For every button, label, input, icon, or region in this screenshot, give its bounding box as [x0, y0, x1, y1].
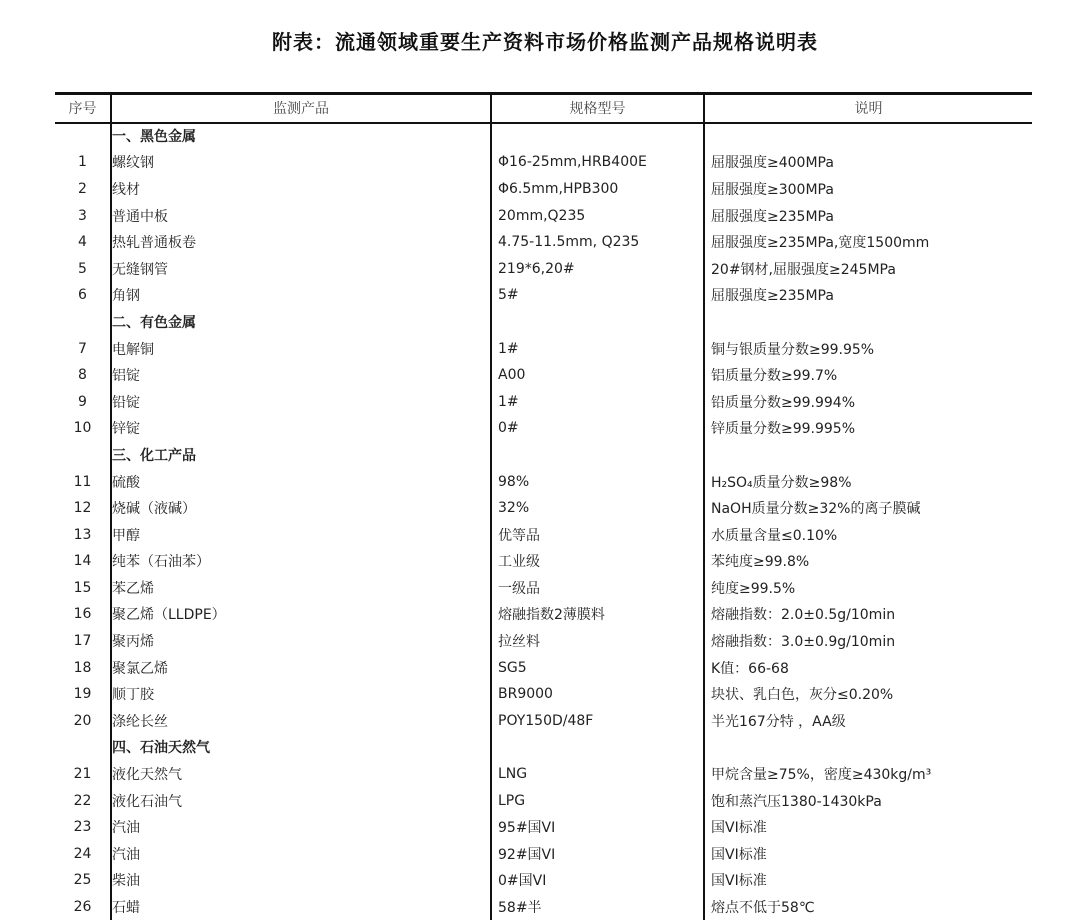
description-cell: [704, 654, 1032, 681]
seq-cell-text: 21: [73, 766, 92, 783]
table-header-row: [55, 94, 1032, 123]
spec-cell: [491, 601, 704, 628]
product-cell: [111, 255, 491, 282]
product-cell-text: 锌锭: [112, 421, 140, 438]
table-row: [55, 468, 1032, 495]
product-cell-text: 聚乙烯（LLDPE）: [112, 607, 226, 624]
header-product: 监测产品: [111, 94, 491, 123]
spec-cell: [491, 415, 704, 442]
category-cell-text: 四、石油天然气: [112, 740, 210, 757]
description-cell: [704, 415, 1032, 442]
document-title: 附表：流通领域重要生产资料市场价格监测产品规格说明表: [272, 30, 818, 54]
product-cell: [111, 548, 491, 575]
seq-cell: [55, 388, 111, 415]
seq-cell: [55, 521, 111, 548]
spec-cell: [491, 548, 704, 575]
description-cell-text: 屈服强度≥235MPa: [711, 288, 834, 305]
seq-cell: [55, 123, 111, 150]
seq-cell-text: 20: [73, 712, 92, 729]
spec-cell-text: 0#: [498, 420, 519, 437]
table-row: [55, 654, 1032, 681]
spec-cell: [491, 841, 704, 868]
spec-cell-text: 4.75-11.5mm, Q235: [498, 234, 640, 251]
category-cell-text: 一、黑色金属: [112, 129, 196, 146]
product-cell: [111, 176, 491, 203]
spec-cell: [491, 761, 704, 788]
description-cell-text: 熔融指数：3.0±0.9g/10min: [711, 634, 896, 651]
description-cell: [704, 894, 1032, 921]
description-cell-text: 铜与银质量分数≥99.95%: [711, 341, 875, 358]
seq-cell: [55, 442, 111, 469]
spec-cell: [491, 521, 704, 548]
seq-cell-text: 15: [73, 579, 92, 596]
table-row: [55, 388, 1032, 415]
description-cell: [704, 681, 1032, 708]
header-spec: 规格型号: [491, 94, 704, 123]
spec-cell-text: 一级品: [498, 580, 540, 597]
product-cell: [111, 149, 491, 176]
product-cell-text: 柴油: [112, 873, 140, 890]
category-row: [55, 442, 1032, 469]
seq-cell: [55, 202, 111, 229]
seq-cell: [55, 309, 111, 336]
seq-cell-text: 11: [73, 473, 92, 490]
product-cell: [111, 654, 491, 681]
spec-cell: [491, 123, 704, 150]
spec-cell-text: POY150D/48F: [498, 712, 594, 729]
seq-cell-text: 7: [78, 340, 87, 357]
description-cell: [704, 202, 1032, 229]
category-cell: [111, 442, 491, 469]
description-cell-text: 甲烷含量≥75%，密度≥430kg/m³: [711, 767, 932, 784]
spec-cell-text: Φ16-25mm,HRB400E: [498, 154, 647, 171]
spec-cell-text: 5#: [498, 287, 519, 304]
seq-cell: [55, 176, 111, 203]
seq-cell-text: 6: [78, 287, 87, 304]
description-cell: [704, 309, 1032, 336]
description-cell-text: 20#钢材,屈服强度≥245MPa: [711, 261, 896, 278]
spec-cell: [491, 867, 704, 894]
spec-cell: [491, 388, 704, 415]
product-cell: [111, 575, 491, 602]
spec-cell-text: 优等品: [498, 527, 540, 544]
description-cell-text: 铅质量分数≥99.994%: [711, 394, 856, 411]
spec-cell: [491, 575, 704, 602]
category-cell: [111, 123, 491, 150]
spec-cell-text: 1#: [498, 340, 519, 357]
product-cell-text: 汽油: [112, 846, 140, 863]
spec-cell-text: LPG: [498, 792, 526, 809]
description-cell-text: 屈服强度≥300MPa: [711, 181, 834, 198]
table-row: [55, 149, 1032, 176]
seq-cell: [55, 761, 111, 788]
spec-cell: [491, 442, 704, 469]
seq-cell-text: 1: [78, 154, 87, 171]
table-body: [55, 123, 1032, 921]
description-cell: [704, 335, 1032, 362]
product-cell-text: 顺丁胶: [112, 687, 154, 704]
description-cell: [704, 255, 1032, 282]
product-cell-text: 热轧普通板卷: [112, 235, 196, 252]
seq-cell: [55, 335, 111, 362]
seq-cell: [55, 654, 111, 681]
description-cell-text: 国VI标准: [711, 846, 767, 863]
product-cell-text: 铅锭: [112, 394, 140, 411]
spec-cell: [491, 681, 704, 708]
product-cell: [111, 282, 491, 309]
table-row: [55, 841, 1032, 868]
seq-cell-text: 12: [73, 500, 92, 517]
seq-cell-text: 19: [73, 686, 92, 703]
category-row: [55, 123, 1032, 150]
table-row: [55, 681, 1032, 708]
description-cell-text: 锌质量分数≥99.995%: [711, 421, 856, 438]
seq-cell-text: 26: [73, 899, 92, 916]
spec-cell-text: 219*6,20#: [498, 260, 575, 277]
product-cell-text: 石蜡: [112, 900, 140, 917]
table-row: [55, 761, 1032, 788]
product-cell-text: 涤纶长丝: [112, 713, 168, 730]
description-cell-text: 熔融指数：2.0±0.5g/10min: [711, 607, 896, 624]
header-seq: 序号: [68, 101, 97, 118]
table-row: [55, 335, 1032, 362]
product-cell-text: 液化天然气: [112, 767, 182, 784]
seq-cell: [55, 255, 111, 282]
spec-table: [55, 92, 1032, 920]
description-cell-text: 屈服强度≥235MPa: [711, 208, 834, 225]
table-row: [55, 601, 1032, 628]
seq-cell: [55, 734, 111, 761]
description-cell: [704, 362, 1032, 389]
seq-cell-text: 5: [78, 260, 87, 277]
description-cell: [704, 149, 1032, 176]
spec-cell: [491, 202, 704, 229]
spec-cell-text: LNG: [498, 766, 528, 783]
product-cell-text: 苯乙烯: [112, 580, 154, 597]
product-cell-text: 无缝钢管: [112, 261, 168, 278]
product-cell: [111, 335, 491, 362]
spec-cell-text: 工业级: [498, 554, 540, 571]
description-cell: [704, 575, 1032, 602]
description-cell: [704, 495, 1032, 522]
spec-cell-text: SG5: [498, 659, 527, 676]
product-cell: [111, 814, 491, 841]
table-row: [55, 708, 1032, 735]
spec-cell-text: 0#国VI: [498, 873, 547, 890]
product-cell: [111, 787, 491, 814]
product-cell-text: 普通中板: [112, 208, 168, 225]
product-cell-text: 纯苯（石油苯）: [112, 554, 210, 571]
table-row: [55, 814, 1032, 841]
seq-cell: [55, 894, 111, 921]
description-cell-text: 半光167分特 ，AA级: [711, 713, 846, 730]
product-cell-text: 烧碱（液碱）: [112, 501, 196, 518]
spec-cell: [491, 176, 704, 203]
product-cell-text: 汽油: [112, 820, 140, 837]
spec-cell-text: A00: [498, 367, 526, 384]
description-cell: [704, 601, 1032, 628]
header-description: 说明: [704, 94, 1032, 123]
seq-cell-text: 9: [78, 393, 87, 410]
seq-cell: [55, 149, 111, 176]
product-cell: [111, 681, 491, 708]
product-cell: [111, 894, 491, 921]
seq-cell-text: 4: [78, 234, 87, 251]
product-cell: [111, 521, 491, 548]
description-cell-text: 国VI标准: [711, 820, 767, 837]
product-cell: [111, 468, 491, 495]
spec-cell: [491, 255, 704, 282]
seq-cell: [55, 282, 111, 309]
product-cell-text: 硫酸: [112, 474, 140, 491]
description-cell-text: K值：66-68: [711, 660, 789, 677]
description-cell: [704, 176, 1032, 203]
spec-cell: [491, 708, 704, 735]
product-cell-text: 螺纹钢: [112, 155, 154, 172]
seq-cell: [55, 628, 111, 655]
seq-cell: [55, 708, 111, 735]
seq-cell-text: 25: [73, 872, 92, 889]
seq-cell: [55, 841, 111, 868]
spec-cell: [491, 654, 704, 681]
spec-cell-text: 58#半: [498, 900, 542, 917]
seq-cell-text: 13: [73, 526, 92, 543]
table-row: [55, 787, 1032, 814]
product-cell: [111, 628, 491, 655]
spec-cell: [491, 309, 704, 336]
spec-cell-text: 92#国VI: [498, 846, 556, 863]
description-cell: [704, 548, 1032, 575]
spec-cell: [491, 362, 704, 389]
table-row: [55, 415, 1032, 442]
seq-cell-text: 14: [73, 553, 92, 570]
seq-cell: [55, 495, 111, 522]
spec-cell: [491, 814, 704, 841]
product-cell: [111, 415, 491, 442]
description-cell: [704, 282, 1032, 309]
category-cell: [111, 309, 491, 336]
table-row: [55, 521, 1032, 548]
description-cell: [704, 841, 1032, 868]
category-cell-text: 二、有色金属: [112, 314, 196, 331]
product-cell-text: 聚氯乙烯: [112, 660, 168, 677]
spec-cell: [491, 787, 704, 814]
seq-cell: [55, 468, 111, 495]
spec-cell-text: 98%: [498, 473, 530, 490]
description-cell: [704, 468, 1032, 495]
description-cell-text: 苯纯度≥99.8%: [711, 554, 810, 571]
description-cell-text: H₂SO₄质量分数≥98%: [711, 474, 852, 491]
description-cell-text: 块状、乳白色，灰分≤0.20%: [711, 687, 894, 704]
description-cell-text: 屈服强度≥400MPa: [711, 155, 834, 172]
description-cell-text: 水质量含量≤0.10%: [711, 527, 838, 544]
seq-cell: [55, 867, 111, 894]
spec-cell-text: 拉丝料: [498, 634, 540, 651]
seq-cell: [55, 814, 111, 841]
seq-cell: [55, 362, 111, 389]
description-cell: [704, 388, 1032, 415]
product-cell-text: 液化石油气: [112, 793, 182, 810]
category-cell-text: 三、化工产品: [112, 447, 196, 464]
product-cell: [111, 761, 491, 788]
spec-cell: [491, 628, 704, 655]
seq-cell-text: 10: [73, 420, 92, 437]
product-cell: [111, 362, 491, 389]
description-cell-text: 熔点不低于58℃: [711, 900, 815, 917]
product-cell: [111, 601, 491, 628]
seq-cell: [55, 787, 111, 814]
table-row: [55, 255, 1032, 282]
description-cell: [704, 787, 1032, 814]
seq-cell-text: 24: [73, 845, 92, 862]
category-cell: [111, 734, 491, 761]
table-row: [55, 548, 1032, 575]
spec-cell: [491, 229, 704, 256]
seq-cell: [55, 575, 111, 602]
description-cell: [704, 867, 1032, 894]
product-cell: [111, 388, 491, 415]
description-cell: [704, 229, 1032, 256]
description-cell: [704, 761, 1032, 788]
seq-cell-text: 2: [78, 180, 87, 197]
description-cell: [704, 814, 1032, 841]
seq-cell-text: 3: [78, 207, 87, 224]
description-cell: [704, 734, 1032, 761]
spec-cell-text: BR9000: [498, 686, 553, 703]
description-cell-text: NaOH质量分数≥32%的离子膜碱: [711, 501, 921, 518]
spec-cell: [491, 468, 704, 495]
spec-cell-text: 熔融指数2薄膜料: [498, 607, 605, 624]
product-cell-text: 线材: [112, 181, 140, 198]
product-cell: [111, 867, 491, 894]
spec-cell: [491, 335, 704, 362]
description-cell: [704, 123, 1032, 150]
description-cell: [704, 628, 1032, 655]
description-cell-text: 铝质量分数≥99.7%: [711, 368, 838, 385]
seq-cell-text: 22: [73, 792, 92, 809]
seq-cell-text: 17: [73, 633, 92, 650]
description-cell: [704, 708, 1032, 735]
table-row: [55, 282, 1032, 309]
table-row: [55, 628, 1032, 655]
spec-cell-text: 1#: [498, 393, 519, 410]
spec-cell-text: 95#国VI: [498, 820, 556, 837]
category-row: [55, 309, 1032, 336]
spec-cell-text: 20mm,Q235: [498, 207, 586, 224]
seq-cell: [55, 601, 111, 628]
description-cell: [704, 442, 1032, 469]
product-cell: [111, 229, 491, 256]
product-cell: [111, 708, 491, 735]
description-cell-text: 饱和蒸汽压1380-1430kPa: [711, 793, 882, 810]
spec-cell: [491, 282, 704, 309]
seq-cell-text: 18: [73, 659, 92, 676]
table-row: [55, 867, 1032, 894]
product-cell: [111, 841, 491, 868]
seq-cell-text: 16: [73, 606, 92, 623]
product-cell-text: 电解铜: [112, 341, 154, 358]
table-row: [55, 229, 1032, 256]
spec-cell-text: Φ6.5mm,HPB300: [498, 180, 619, 197]
description-cell: [704, 521, 1032, 548]
table-row: [55, 894, 1032, 921]
product-cell: [111, 202, 491, 229]
seq-cell: [55, 681, 111, 708]
spec-cell: [491, 149, 704, 176]
table-row: [55, 176, 1032, 203]
spec-cell-text: 32%: [498, 500, 530, 517]
seq-cell: [55, 229, 111, 256]
seq-cell-text: 8: [78, 367, 87, 384]
table-row: [55, 362, 1032, 389]
product-cell-text: 聚丙烯: [112, 634, 154, 651]
spec-cell: [491, 495, 704, 522]
description-cell-text: 纯度≥99.5%: [711, 580, 796, 597]
product-cell-text: 角钢: [112, 288, 140, 305]
seq-cell: [55, 415, 111, 442]
product-cell: [111, 495, 491, 522]
seq-cell-text: 23: [73, 819, 92, 836]
table-row: [55, 495, 1032, 522]
spec-cell: [491, 894, 704, 921]
table-row: [55, 575, 1032, 602]
seq-cell: [55, 548, 111, 575]
description-cell-text: 国VI标准: [711, 873, 767, 890]
description-cell-text: 屈服强度≥235MPa,宽度1500mm: [711, 235, 930, 252]
product-cell-text: 铝锭: [112, 368, 140, 385]
table-row: [55, 202, 1032, 229]
product-cell-text: 甲醇: [112, 527, 140, 544]
category-row: [55, 734, 1032, 761]
spec-cell: [491, 734, 704, 761]
